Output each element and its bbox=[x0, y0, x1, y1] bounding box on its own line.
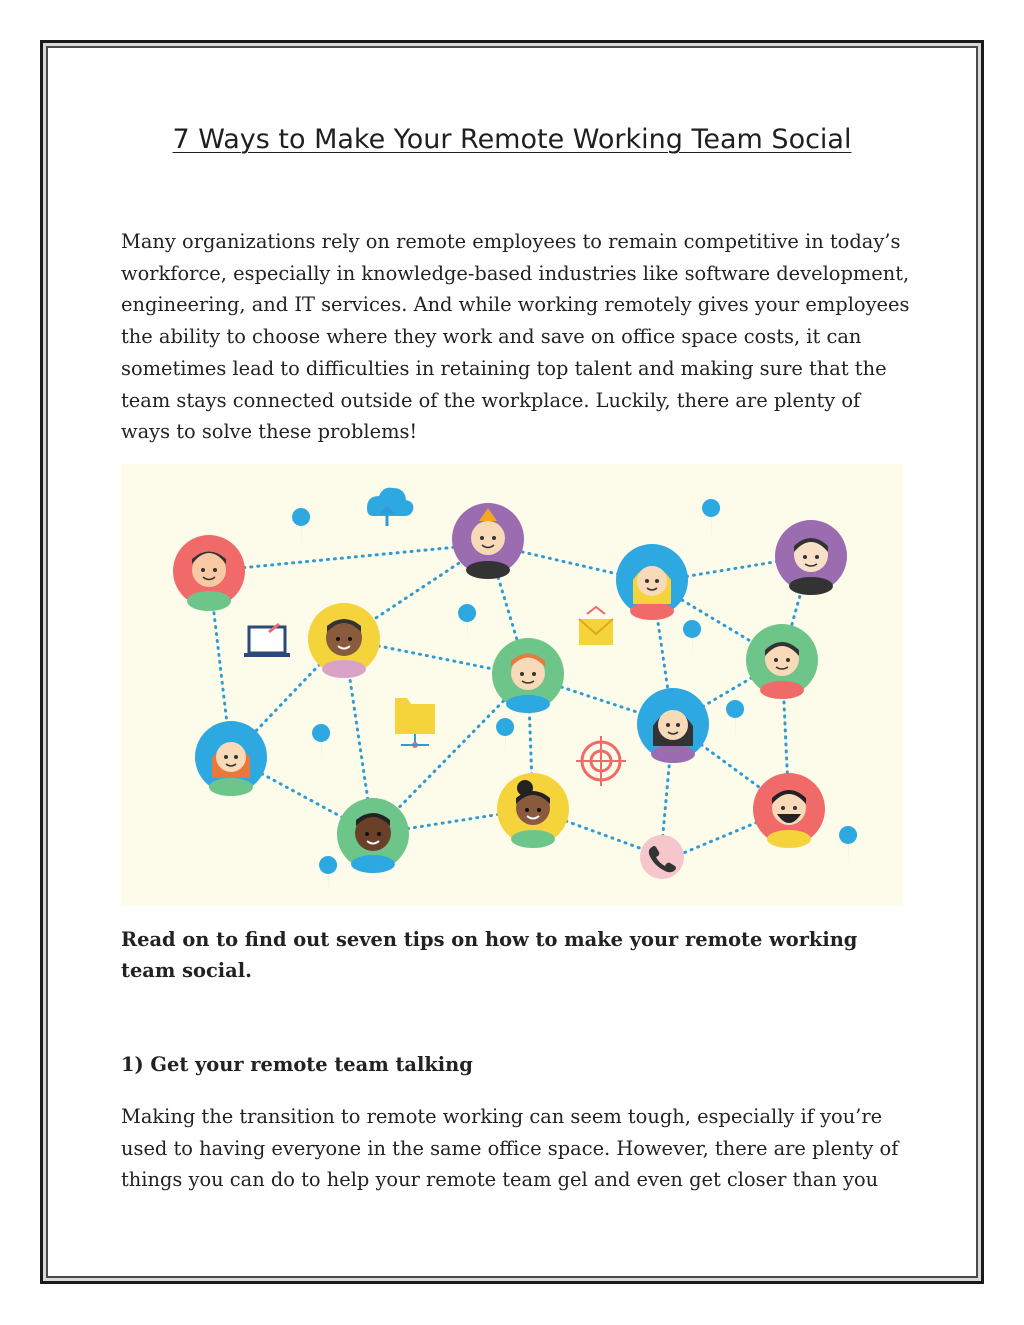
avatar-group bbox=[173, 503, 847, 873]
envelope-icon bbox=[579, 607, 613, 645]
target-icon bbox=[576, 736, 626, 786]
lead-in-paragraph: Read on to find out seven tips on how to make your remote working team social. bbox=[121, 928, 858, 982]
page-title: 7 Ways to Make Your Remote Working Team Social bbox=[172, 124, 852, 155]
network-illustration bbox=[121, 464, 903, 906]
cloud-upload-icon bbox=[367, 488, 413, 526]
section-body: Making the transition to remote working can seem tough, especially if you’re used to having everyone in the same office space. However, there are plenty of things you can do to help your remote team gel and even get closer than you bbox=[121, 1105, 899, 1192]
phone-icon bbox=[640, 835, 684, 879]
laptop-icon bbox=[244, 624, 290, 657]
section-heading: 1) Get your remote team talking bbox=[121, 1053, 473, 1076]
intro-paragraph: Many organizations rely on remote employees to remain competitive in today’s workforce, especially in knowledge-based industries like software development, engineering, and IT services. And while working remotely gives your employees the ability to choose where they work and save on office space costs, it can sometimes lead to difficulties in retaining top talent and making sure that the team stays connected outside of the workplace. Luckily, there are plenty of ways to solve these problems! bbox=[121, 230, 910, 444]
folder-icon bbox=[395, 698, 435, 748]
